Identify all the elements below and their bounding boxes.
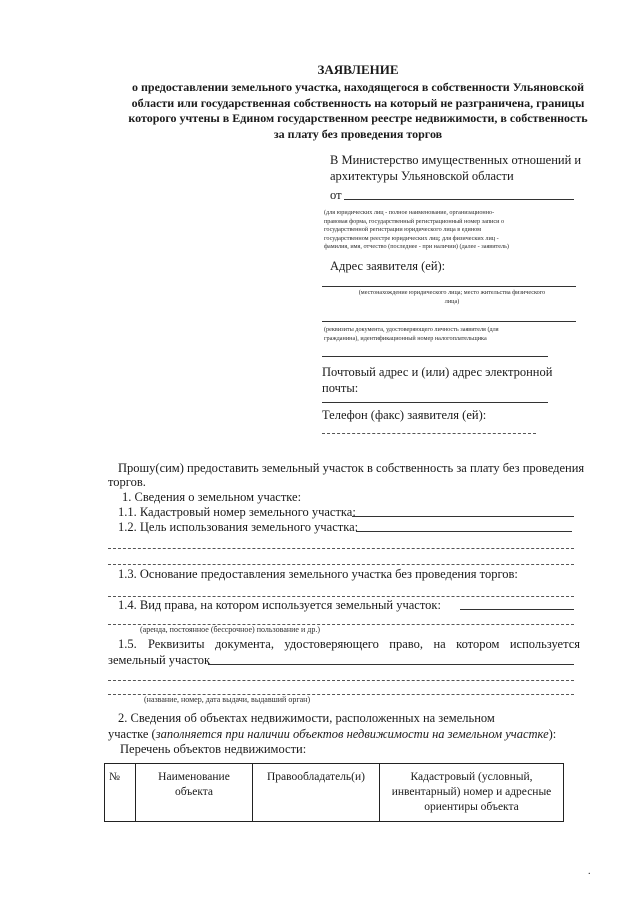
table-header-name: Наименование объекта bbox=[136, 764, 253, 822]
note-line: гражданина), идентификационный номер налогоплательщика bbox=[324, 334, 487, 342]
note-line: государственном реестре юридических лиц; для физических лиц - bbox=[324, 234, 499, 242]
cadastral-number-label: 1.1. Кадастровый номер земельного участка: bbox=[118, 505, 356, 519]
phone-field[interactable] bbox=[322, 433, 536, 434]
note-line: (для юридических лиц - полное наименование, организационно- bbox=[324, 209, 495, 216]
section-2-heading: 2. Сведения об объектах недвижимости, расположенных на земельном bbox=[118, 711, 495, 725]
right-type-field[interactable] bbox=[460, 609, 574, 610]
right-type-note: (аренда, постоянное (бессрочное) пользование и др.) bbox=[140, 625, 320, 634]
subtitle-line: области или государственная собственность на который не разграничена, границы bbox=[131, 95, 585, 110]
address-note bbox=[324, 289, 580, 306]
note-line: правовая форма, государственный регистрационный номер записи о bbox=[324, 217, 505, 225]
postal-field[interactable] bbox=[322, 402, 548, 403]
from-label: от bbox=[330, 188, 342, 202]
section-1-heading: 1. Сведения о земельном участке: bbox=[122, 490, 302, 504]
id-document-field[interactable] bbox=[322, 321, 576, 322]
section-1-5-text: Реквизиты документа, удостоверяющего право, на котором используется bbox=[148, 637, 580, 651]
note-line: лица) bbox=[444, 297, 460, 305]
right-document-note: (название, номер, дата выдачи, выдавший орган) bbox=[144, 695, 311, 704]
section-2-prefix: участке ( bbox=[108, 727, 156, 741]
addressee-line-2: архитектуры Ульяновской области bbox=[330, 169, 514, 183]
purpose-label: 1.2. Цель использования земельного участка: bbox=[118, 520, 359, 534]
note-line: (местонахождение юридического лица; место жительства физического bbox=[358, 289, 546, 296]
subtitle-line: о предоставлении земельного участка, находящегося в собственности Ульяновской bbox=[132, 80, 584, 94]
section-1-5-text-2: земельный участок bbox=[108, 653, 211, 667]
phone-label: Телефон (факс) заявителя (ей): bbox=[322, 408, 487, 422]
right-document-field-line-2[interactable] bbox=[108, 680, 574, 681]
basis-label: 1.3. Основание предоставления земельного участка без проведения торгов: bbox=[118, 567, 518, 581]
objects-list-label: Перечень объектов недвижимости: bbox=[120, 742, 307, 756]
applicant-name-field[interactable] bbox=[344, 199, 574, 200]
purpose-field-line-2[interactable] bbox=[108, 548, 574, 549]
postal-label-line: Почтовый адрес и (или) адрес электронной bbox=[322, 365, 553, 379]
tax-id-field[interactable] bbox=[322, 356, 548, 357]
note-line: государственной регистрации юридического лица в едином bbox=[324, 226, 482, 234]
page-mark: . bbox=[588, 866, 591, 877]
applicant-note bbox=[324, 209, 582, 252]
section-2-suffix: ): bbox=[548, 727, 557, 741]
address-label: Адрес заявителя (ей): bbox=[330, 259, 446, 273]
subtitle-line: за плату без проведения торгов bbox=[273, 126, 443, 141]
document-title: ЗАЯВЛЕНИЕ bbox=[317, 62, 399, 77]
table-header-owner: Правообладатель(и) bbox=[253, 764, 380, 822]
request-line-2: торгов. bbox=[108, 475, 146, 489]
cadastral-number-field[interactable] bbox=[352, 516, 574, 517]
right-document-field[interactable] bbox=[208, 664, 574, 665]
section-1-5-number: 1.5. bbox=[118, 637, 137, 651]
real-estate-objects-table bbox=[104, 763, 564, 822]
addressee-line-1: В Министерство имущественных отношений и bbox=[330, 153, 582, 167]
note-line: фамилия, имя, отчество (последнее - при наличии) (далее - заявитель) bbox=[324, 243, 509, 251]
table-header-row bbox=[105, 764, 564, 822]
address-field[interactable] bbox=[322, 286, 576, 287]
subtitle-line: которого учтены в Едином государственном реестре недвижимости, в собственность bbox=[128, 111, 588, 125]
id-document-note bbox=[324, 326, 580, 343]
section-2-subheading bbox=[108, 726, 556, 742]
note-line: (реквизиты документа, удостоверяющего личность заявителя (для bbox=[324, 326, 499, 333]
purpose-field[interactable] bbox=[356, 531, 572, 532]
section-2-italic-note: заполняется при наличии объектов недвижимости на земельном участке bbox=[155, 727, 549, 741]
purpose-field-line-3[interactable] bbox=[108, 564, 574, 565]
postal-label-line: почты: bbox=[322, 381, 359, 395]
table-header-number: № bbox=[105, 764, 136, 822]
postal-label bbox=[322, 364, 552, 396]
table-header-cadastral: Кадастровый (условный, инвентарный) номер и адресные ориентиры объекта bbox=[380, 764, 564, 822]
request-line-1: Прошу(сим) предоставить земельный участок в собственность за плату без проведения bbox=[118, 461, 585, 475]
document-subtitle bbox=[100, 80, 616, 142]
right-type-label: 1.4. Вид права, на котором используется земельный участок: bbox=[118, 598, 441, 612]
